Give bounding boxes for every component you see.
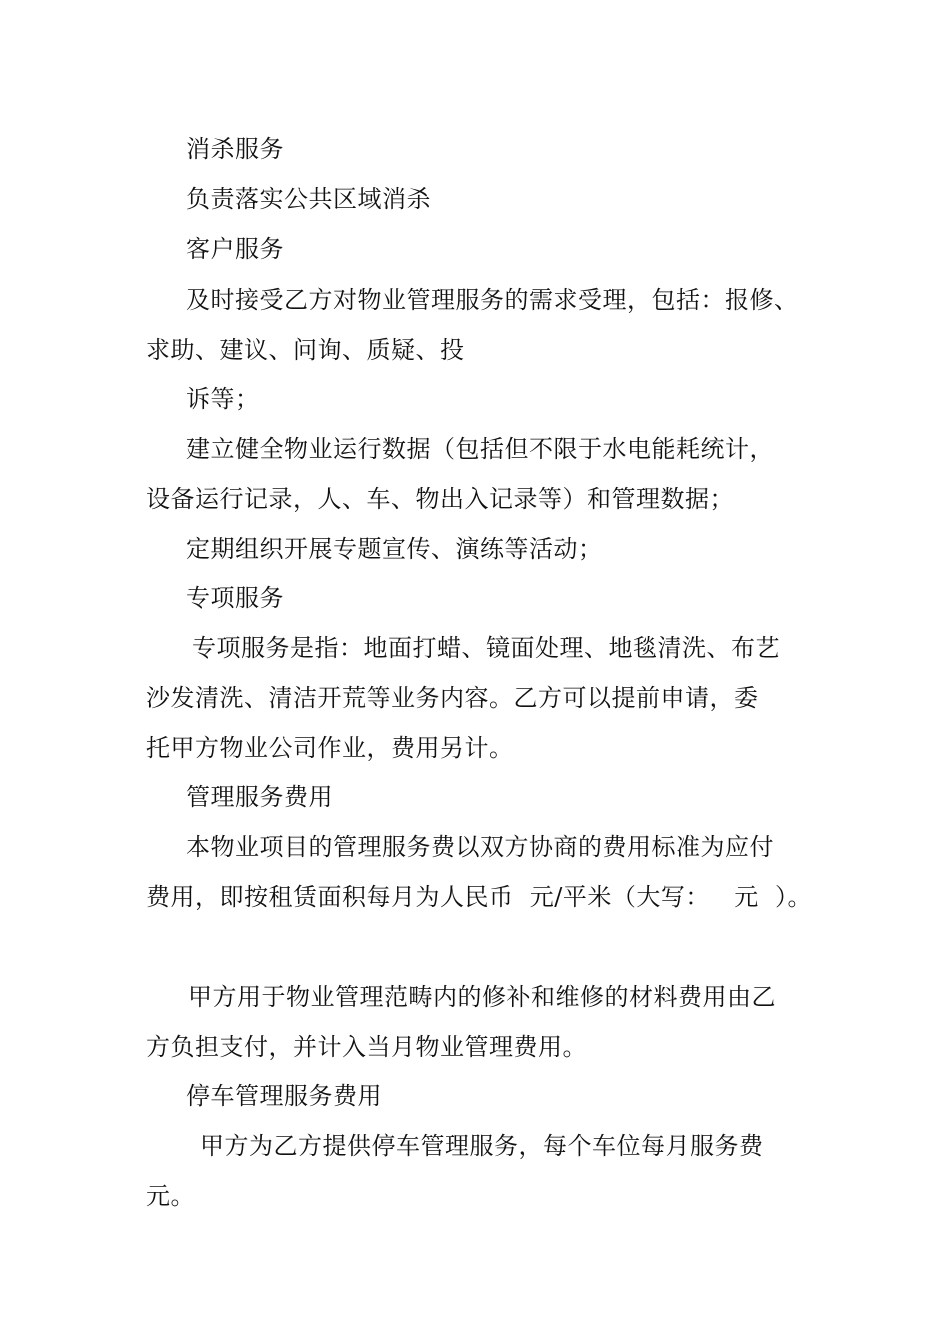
paragraph-line: 甲方用于物业管理范畴内的修补和维修的材料费用由乙 bbox=[188, 983, 776, 1011]
paragraph-line: 本物业项目的管理服务费以双方协商的费用标准为应付 bbox=[186, 833, 774, 861]
paragraph-line: 建立健全物业运行数据（包括但不限于水电能耗统计， bbox=[186, 435, 774, 463]
paragraph-line: 专项服务是指：地面打蜡、镜面处理、地毯清洗、布艺 bbox=[192, 634, 780, 662]
paragraph-line: 托甲方物业公司作业，费用另计。 bbox=[146, 734, 514, 762]
paragraph-line: 甲方为乙方提供停车管理服务，每个车位每月服务费 bbox=[200, 1132, 764, 1160]
paragraph-line: 费用，即按租赁面积每月为人民币 元/平米（大写： 元 ）。 bbox=[146, 883, 812, 911]
paragraph-line: 负责落实公共区域消杀 bbox=[186, 185, 431, 213]
heading-customer-service: 客户服务 bbox=[186, 235, 284, 263]
heading-special-service: 专项服务 bbox=[186, 584, 284, 612]
paragraph-line: 定期组织开展专题宣传、演练等活动； bbox=[186, 535, 603, 563]
paragraph-line: 沙发清洗、清洁开荒等业务内容。乙方可以提前申请，委 bbox=[146, 684, 759, 712]
heading-management-fee: 管理服务费用 bbox=[186, 783, 333, 811]
paragraph-line: 求助、建议、问询、质疑、投 bbox=[146, 336, 465, 364]
paragraph-line: 方负担支付，并计入当月物业管理费用。 bbox=[146, 1033, 587, 1061]
paragraph-line: 元。 bbox=[146, 1182, 195, 1210]
paragraph-line: 诉等； bbox=[186, 385, 260, 413]
heading-parking-fee: 停车管理服务费用 bbox=[186, 1082, 382, 1110]
paragraph-line: 设备运行记录，人、车、物出入记录等）和管理数据； bbox=[146, 485, 734, 513]
paragraph-line: 及时接受乙方对物业管理服务的需求受理，包括：报修、 bbox=[186, 286, 799, 314]
heading-disinfection: 消杀服务 bbox=[186, 135, 284, 163]
